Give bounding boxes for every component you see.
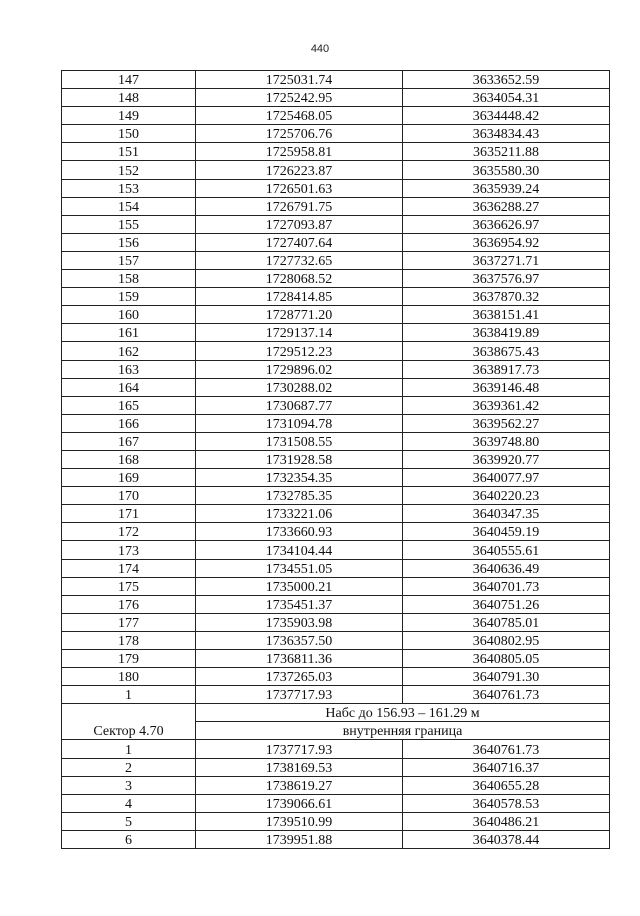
y-coordinate-cell: 3636954.92	[403, 233, 610, 251]
x-coordinate-cell: 1736357.50	[196, 631, 403, 649]
page-number: 440	[310, 43, 330, 55]
sector-label: Сектор 4.70	[62, 704, 196, 740]
point-number-cell: 4	[62, 794, 196, 812]
table-row	[62, 686, 610, 704]
x-coordinate-cell: 1734104.44	[196, 541, 403, 559]
point-number-cell: 160	[62, 306, 196, 324]
point-number-cell: 165	[62, 396, 196, 414]
x-coordinate-cell: 1730288.02	[196, 378, 403, 396]
point-number-cell: 154	[62, 197, 196, 215]
y-coordinate-cell: 3640347.35	[403, 505, 610, 523]
table-row	[62, 577, 610, 595]
point-number-cell: 1	[62, 686, 196, 704]
x-coordinate-cell: 1728068.52	[196, 270, 403, 288]
table-row	[62, 559, 610, 577]
table-row	[62, 541, 610, 559]
table-row	[62, 631, 610, 649]
coordinates-table-body	[62, 71, 610, 704]
x-coordinate-cell: 1725242.95	[196, 89, 403, 107]
x-coordinate-cell: 1739951.88	[196, 830, 403, 848]
table-row	[62, 215, 610, 233]
y-coordinate-cell: 3640655.28	[403, 776, 610, 794]
sector-table-body	[62, 740, 610, 849]
table-row	[62, 125, 610, 143]
point-number-cell: 167	[62, 432, 196, 450]
point-number-cell: 1	[62, 740, 196, 758]
table-row	[62, 758, 610, 776]
y-coordinate-cell: 3638151.41	[403, 306, 610, 324]
point-number-cell: 164	[62, 378, 196, 396]
table-row	[62, 288, 610, 306]
point-number-cell: 176	[62, 595, 196, 613]
x-coordinate-cell: 1726223.87	[196, 161, 403, 179]
x-coordinate-cell: 1726791.75	[196, 197, 403, 215]
table-row	[62, 668, 610, 686]
table-row	[62, 613, 610, 631]
x-coordinate-cell: 1733221.06	[196, 505, 403, 523]
y-coordinate-cell: 3640791.30	[403, 668, 610, 686]
y-coordinate-cell: 3638419.89	[403, 324, 610, 342]
point-number-cell: 158	[62, 270, 196, 288]
y-coordinate-cell: 3640701.73	[403, 577, 610, 595]
x-coordinate-cell: 1729512.23	[196, 342, 403, 360]
table-row	[62, 414, 610, 432]
x-coordinate-cell: 1737717.93	[196, 686, 403, 704]
point-number-cell: 174	[62, 559, 196, 577]
table-row	[62, 143, 610, 161]
point-number-cell: 169	[62, 469, 196, 487]
table-row	[62, 324, 610, 342]
point-number-cell: 177	[62, 613, 196, 631]
y-coordinate-cell: 3640761.73	[403, 740, 610, 758]
x-coordinate-cell: 1727407.64	[196, 233, 403, 251]
x-coordinate-cell: 1729896.02	[196, 360, 403, 378]
point-number-cell: 168	[62, 450, 196, 468]
y-coordinate-cell: 3640459.19	[403, 523, 610, 541]
sector-boundary-subheader: внутренняя граница	[196, 722, 610, 740]
y-coordinate-cell: 3640761.73	[403, 686, 610, 704]
x-coordinate-cell: 1736811.36	[196, 650, 403, 668]
table-row	[62, 794, 610, 812]
table-row	[62, 378, 610, 396]
y-coordinate-cell: 3639562.27	[403, 414, 610, 432]
x-coordinate-cell: 1727732.65	[196, 251, 403, 269]
x-coordinate-cell: 1735903.98	[196, 613, 403, 631]
point-number-cell: 147	[62, 71, 196, 89]
x-coordinate-cell: 1731094.78	[196, 414, 403, 432]
point-number-cell: 159	[62, 288, 196, 306]
y-coordinate-cell: 3633652.59	[403, 71, 610, 89]
table-row	[62, 342, 610, 360]
x-coordinate-cell: 1725958.81	[196, 143, 403, 161]
x-coordinate-cell: 1735000.21	[196, 577, 403, 595]
point-number-cell: 162	[62, 342, 196, 360]
table-row	[62, 251, 610, 269]
table-row	[62, 306, 610, 324]
point-number-cell: 148	[62, 89, 196, 107]
table-row	[62, 71, 610, 89]
table-row	[62, 487, 610, 505]
x-coordinate-cell: 1732354.35	[196, 469, 403, 487]
point-number-cell: 2	[62, 758, 196, 776]
x-coordinate-cell: 1739066.61	[196, 794, 403, 812]
y-coordinate-cell: 3638675.43	[403, 342, 610, 360]
x-coordinate-cell: 1735451.37	[196, 595, 403, 613]
table-row	[62, 233, 610, 251]
y-coordinate-cell: 3639146.48	[403, 378, 610, 396]
table-row	[62, 360, 610, 378]
table-row	[62, 650, 610, 668]
x-coordinate-cell: 1731928.58	[196, 450, 403, 468]
x-coordinate-cell: 1737265.03	[196, 668, 403, 686]
y-coordinate-cell: 3639361.42	[403, 396, 610, 414]
y-coordinate-cell: 3640636.49	[403, 559, 610, 577]
point-number-cell: 6	[62, 830, 196, 848]
y-coordinate-cell: 3634448.42	[403, 107, 610, 125]
y-coordinate-cell: 3640486.21	[403, 812, 610, 830]
y-coordinate-cell: 3639748.80	[403, 432, 610, 450]
point-number-cell: 3	[62, 776, 196, 794]
point-number-cell: 5	[62, 812, 196, 830]
table-row	[62, 740, 610, 758]
point-number-cell: 161	[62, 324, 196, 342]
point-number-cell: 172	[62, 523, 196, 541]
y-coordinate-cell: 3636288.27	[403, 197, 610, 215]
table-row	[62, 432, 610, 450]
point-number-cell: 173	[62, 541, 196, 559]
table-row	[62, 812, 610, 830]
table-row	[62, 197, 610, 215]
point-number-cell: 152	[62, 161, 196, 179]
x-coordinate-cell: 1728771.20	[196, 306, 403, 324]
point-number-cell: 155	[62, 215, 196, 233]
y-coordinate-cell: 3640785.01	[403, 613, 610, 631]
y-coordinate-cell: 3635211.88	[403, 143, 610, 161]
y-coordinate-cell: 3640751.26	[403, 595, 610, 613]
table-row	[62, 450, 610, 468]
point-number-cell: 166	[62, 414, 196, 432]
y-coordinate-cell: 3636626.97	[403, 215, 610, 233]
table-row	[62, 595, 610, 613]
x-coordinate-cell: 1725031.74	[196, 71, 403, 89]
point-number-cell: 157	[62, 251, 196, 269]
sector-elevation-header: Набс до 156.93 – 161.29 м	[196, 704, 610, 722]
table-row	[62, 396, 610, 414]
table-row	[62, 830, 610, 848]
point-number-cell: 153	[62, 179, 196, 197]
y-coordinate-cell: 3634054.31	[403, 89, 610, 107]
y-coordinate-cell: 3635939.24	[403, 179, 610, 197]
table-row	[62, 505, 610, 523]
table-row	[62, 523, 610, 541]
coordinates-table	[61, 70, 610, 849]
table-row	[62, 179, 610, 197]
point-number-cell: 151	[62, 143, 196, 161]
y-coordinate-cell: 3640220.23	[403, 487, 610, 505]
point-number-cell: 180	[62, 668, 196, 686]
point-number-cell: 175	[62, 577, 196, 595]
table-row	[62, 469, 610, 487]
x-coordinate-cell: 1733660.93	[196, 523, 403, 541]
x-coordinate-cell: 1738169.53	[196, 758, 403, 776]
x-coordinate-cell: 1739510.99	[196, 812, 403, 830]
y-coordinate-cell: 3638917.73	[403, 360, 610, 378]
table-row	[62, 107, 610, 125]
y-coordinate-cell: 3640077.97	[403, 469, 610, 487]
x-coordinate-cell: 1738619.27	[196, 776, 403, 794]
x-coordinate-cell: 1725468.05	[196, 107, 403, 125]
sector-header	[62, 704, 610, 740]
table-row	[62, 270, 610, 288]
x-coordinate-cell: 1730687.77	[196, 396, 403, 414]
point-number-cell: 178	[62, 631, 196, 649]
y-coordinate-cell: 3634834.43	[403, 125, 610, 143]
y-coordinate-cell: 3637870.32	[403, 288, 610, 306]
y-coordinate-cell: 3640805.05	[403, 650, 610, 668]
sector-header-row	[62, 704, 610, 722]
y-coordinate-cell: 3640578.53	[403, 794, 610, 812]
point-number-cell: 149	[62, 107, 196, 125]
table-row	[62, 161, 610, 179]
y-coordinate-cell: 3637271.71	[403, 251, 610, 269]
y-coordinate-cell: 3639920.77	[403, 450, 610, 468]
x-coordinate-cell: 1732785.35	[196, 487, 403, 505]
point-number-cell: 150	[62, 125, 196, 143]
point-number-cell: 156	[62, 233, 196, 251]
x-coordinate-cell: 1729137.14	[196, 324, 403, 342]
x-coordinate-cell: 1727093.87	[196, 215, 403, 233]
x-coordinate-cell: 1737717.93	[196, 740, 403, 758]
y-coordinate-cell: 3637576.97	[403, 270, 610, 288]
x-coordinate-cell: 1731508.55	[196, 432, 403, 450]
point-number-cell: 171	[62, 505, 196, 523]
y-coordinate-cell: 3640555.61	[403, 541, 610, 559]
x-coordinate-cell: 1725706.76	[196, 125, 403, 143]
table-row	[62, 89, 610, 107]
y-coordinate-cell: 3640716.37	[403, 758, 610, 776]
y-coordinate-cell: 3640802.95	[403, 631, 610, 649]
x-coordinate-cell: 1734551.05	[196, 559, 403, 577]
x-coordinate-cell: 1728414.85	[196, 288, 403, 306]
point-number-cell: 163	[62, 360, 196, 378]
y-coordinate-cell: 3640378.44	[403, 830, 610, 848]
x-coordinate-cell: 1726501.63	[196, 179, 403, 197]
table-row	[62, 776, 610, 794]
point-number-cell: 179	[62, 650, 196, 668]
y-coordinate-cell: 3635580.30	[403, 161, 610, 179]
point-number-cell: 170	[62, 487, 196, 505]
